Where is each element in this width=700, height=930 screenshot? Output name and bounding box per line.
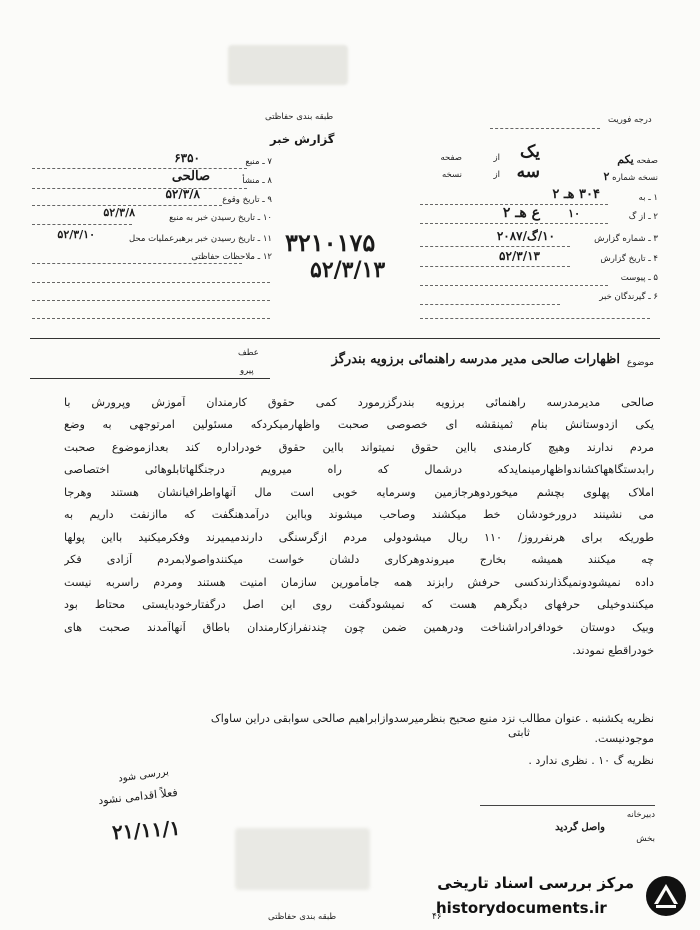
- peyro-label: پیرو: [240, 366, 254, 376]
- field-11-value: ۵۲/۳/۱۰: [57, 228, 95, 241]
- field-7-value: ۶۳۵۰: [174, 151, 200, 165]
- page-label: صفحه یکم: [617, 153, 658, 166]
- copy-of: از: [493, 170, 500, 180]
- field-9-value: ۵۲/۳/۸: [165, 187, 200, 201]
- margin-note-2: فعلاً اقدامی نشود: [97, 785, 179, 808]
- subject-text: اظهارات صالحی مدیر مدرسه راهنمائی برزویه بندرگز: [331, 352, 620, 367]
- field-10-value: ۵۲/۳/۸: [103, 206, 135, 219]
- field-2-hand: ع هـ ۲: [502, 205, 540, 221]
- subject-label: موضوع: [626, 358, 654, 368]
- bottom-stamp: [235, 828, 370, 890]
- note-1-sign: ثابتی: [508, 726, 530, 739]
- field-12-label: ۱۲ ـ ملاحظات حفاظتی: [191, 252, 272, 262]
- field-6-label: ۶ ـ گیرندگان خبر: [599, 292, 658, 302]
- body-line-7: طوریکه برای هرنفرروز/ ۱۱۰ ریال میشودولی مردم ازگرسنگی دارندمیمیرند وفکرمیکنید بااین پولها: [64, 531, 654, 544]
- page-of: از: [493, 153, 500, 163]
- page-number: ۴۶: [432, 912, 442, 922]
- margin-number: ۲۱/۱۱/۱: [111, 815, 182, 845]
- field-3-value: ۱۰/گ/۲۰۸۷: [496, 229, 555, 243]
- field-10-label: ۱۰ ـ تاریخ رسیدن خبر به منبع: [169, 213, 272, 223]
- body-line-12: خودراقطع نمودند.: [572, 644, 654, 657]
- report-title: گزارش خبر: [270, 132, 335, 146]
- logo-text-en: historydocuments.ir: [436, 899, 607, 917]
- copy-word: نسخه: [442, 170, 462, 180]
- body-line-5: املاک پهلوی بچشم میخوردوهرجازمین وسرمایه خوبی است مال آنهاواطرافیانشان هستند وهرجا: [64, 486, 654, 499]
- body-line-3: مردم ندارند وهیچ کارمندی بااین حقوق نمیتواند بااین حقوق خودراداره کند بعدازموضوع صحبت: [64, 441, 654, 454]
- archive-emblem-icon: [644, 874, 688, 918]
- note-1: نظریه یکشنبه . عنوان مطالب نزد منبع صحیح بنظرمیرسدوازابراهیم صالحی سوابقی دراین ساواک: [210, 712, 654, 725]
- body-line-6: می نشینند درورخودشان خط میکشند وصاحب میشوند وبااین درآمدهنگفت که ماازنفت داریم به: [64, 508, 654, 521]
- classification-top: طبقه بندی حفاظتی: [265, 112, 334, 122]
- copy-label: نسخه شماره ۲: [603, 170, 658, 183]
- note-2: نظریه گ ۱۰ . نظری ندارد .: [528, 754, 654, 767]
- field-3-label: ۳ ـ شماره گزارش: [594, 234, 658, 244]
- field-1-value: ۳۰۴ هـ ۲: [552, 187, 600, 202]
- separator: [30, 338, 660, 339]
- copy-total: سه: [516, 162, 540, 182]
- body-line-1: صالحی مدیرمدرسه راهنمائی برزویه بندرگزرمورد کمی حقوق کارمندان آموزش وپرورش با: [64, 396, 654, 409]
- field-5-label: ۵ ـ پیوست: [620, 273, 658, 283]
- classification-bottom: طبقه بندی حفاظتی: [268, 912, 337, 922]
- priority-label: درجه فوریت: [608, 115, 652, 125]
- body-line-2: یکی ازدوستانش بنام ثمینقشه ای خصوصی صحبت واظهارمیکردکه مسئولین امرتوجهی به وضع: [64, 418, 654, 431]
- body-line-4: رابدستگاههاکشاندواظهارمینمایدکه درشمال که راه میرویم درجنگلهاتابلوهائی اختصاصی: [64, 463, 654, 476]
- body-line-11: وبیک دوستان خودافرادراشناخت ودرهمین ضمن چون چندنفرازکارمندان باطاق آنهاآمدند صحبت های: [64, 621, 654, 634]
- field-4-value: ۵۲/۳/۱۳: [499, 249, 540, 263]
- margin-note-1: بررسی شود: [117, 766, 170, 785]
- field-2-label: ۲ ـ از گ: [628, 212, 658, 222]
- top-stamp: [228, 45, 348, 85]
- field-8-value: صالحی: [171, 169, 210, 184]
- page-word: صفحه: [440, 153, 462, 163]
- body-line-10: میکنندوخیلی حرفهای دیگرهم هست که نمیشودگفت روی این اصل درگفتارخودبایستی محتاط بود: [64, 598, 654, 611]
- logo-text-fa: مرکز بررسی اسناد تاریخی: [437, 874, 634, 892]
- note-1-cont: موجودنیست.: [594, 732, 654, 745]
- field-1-label: ۱ ـ به: [638, 193, 658, 203]
- body-line-8: چه میکنند همیشه بخارج میروندوهرکاری دلشان خواست میکنندواصولابمردم آزادی فکر: [64, 553, 654, 566]
- atf-label: عطف: [238, 348, 259, 358]
- hand-number-1: ۳۲۱۰۱۷۵: [285, 228, 376, 257]
- field-9-label: ۹ ـ تاریخ وقوع: [222, 195, 272, 205]
- received-stamp: دبیرخانه واصل گردید بخش: [480, 805, 655, 852]
- field-2-value: ۱۰: [568, 207, 580, 220]
- page-total: یک: [520, 142, 540, 162]
- field-8-label: ۸ ـ منشأ: [242, 176, 272, 186]
- field-11-label: ۱۱ ـ تاریخ رسیدن خبر برهبرعملیات محل: [129, 234, 272, 244]
- hand-number-2: ۵۲/۳/۱۳: [310, 257, 386, 283]
- archive-logo: [430, 868, 692, 926]
- field-4-label: ۴ ـ تاریخ گزارش: [600, 254, 658, 264]
- field-7-label: ۷ ـ منبع: [245, 157, 272, 167]
- body-line-9: داده نمیشودونمیگذارندکسی حرفش رابزند همه جامأمورین سازمان امنیت هستند ومردم راسربه نیست: [64, 576, 654, 589]
